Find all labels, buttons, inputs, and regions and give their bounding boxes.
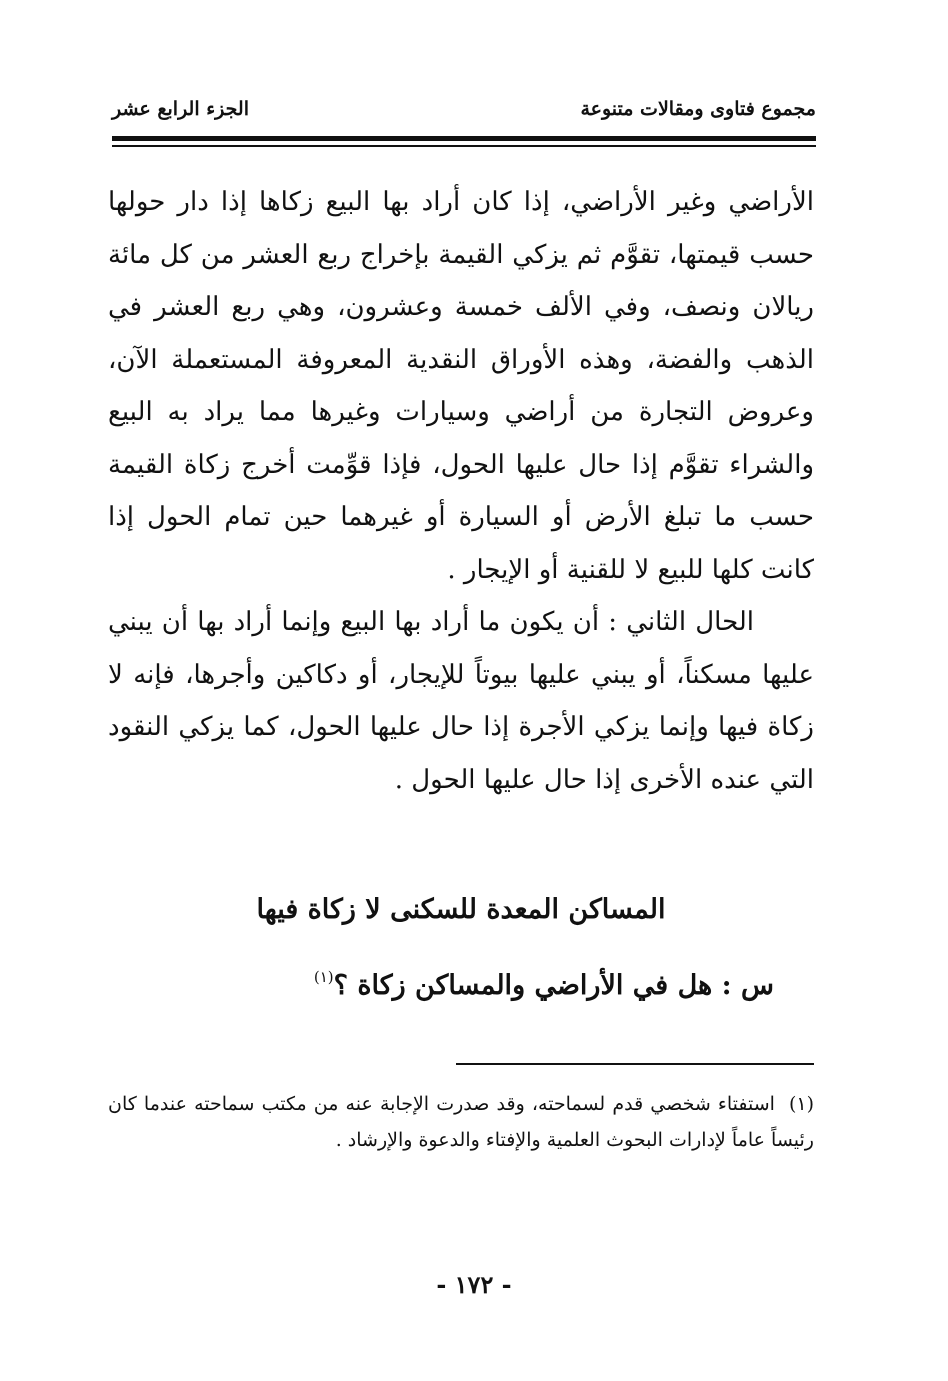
footnote-number: (١) (788, 1093, 814, 1115)
page-number: - ١٧٢ - (436, 1270, 512, 1299)
footnote-ref: (١) (313, 968, 334, 986)
running-head (112, 98, 816, 132)
footnote (108, 1086, 814, 1158)
paragraph-2: الحال الثاني : أن يكون ما أراد بها البيع وإنما أراد بها أن يبني عليها مسكناً، أو يبني عليها بيوتاً للإيجار، أو دكاكين وأجرها، فإنه لا زكاة فيها وإنما يزكي الأجرة إذا حال عليها الحول، كما يزكي النقود التي عنده الأخرى إذا حال عليها الحول . (108, 607, 814, 795)
question (108, 968, 814, 1001)
question-text: س : هل في الأراضي والمساكن زكاة ؟ (333, 970, 774, 1001)
section-heading: المساكن المعدة للسكنى لا زكاة فيها (256, 894, 666, 925)
paragraph-1: الأراضي وغير الأراضي، إذا كان أراد بها البيع زكاها إذا دار حولها حسب قيمتها، تقوَّم ثم يزكي القيمة بإخراج ربع العشر من كل مائة ريالان ونصف، وفي الألف خمسة وعشرون، وهي ربع العشر في الذهب والفضة، وهذه الأوراق النقدية المعروفة المستعملة الآن، وعروض التجارة من أراضي وسيارات وغيرها مما يراد به البيع والشراء تقوَّم إذا حال عليها الحول، فإذا قوِّمت أخرج زكاة القيمة حسب ما تبلغ الأرض أو السيارة أو غيرهما حين تمام الحول إذا كانت كلها للبيع لا للقنية أو الإيجار . (108, 187, 814, 585)
book-title: مجموع فتاوى ومقالات متنوعة (580, 98, 816, 120)
header-rule-thin (112, 145, 816, 147)
body-text (108, 176, 814, 806)
footnote-rule (456, 1063, 814, 1065)
header-rule-thick (112, 136, 816, 141)
volume-label: الجزء الرابع عشر (112, 98, 249, 120)
footnote-text: استفتاء شخصي قدم لسماحته، وقد صدرت الإجابة عنه من مكتب سماحته عندما كان رئيساً عاماً لإدارات البحوث العلمية والإفتاء والدعوة والإرشاد . (108, 1093, 814, 1151)
